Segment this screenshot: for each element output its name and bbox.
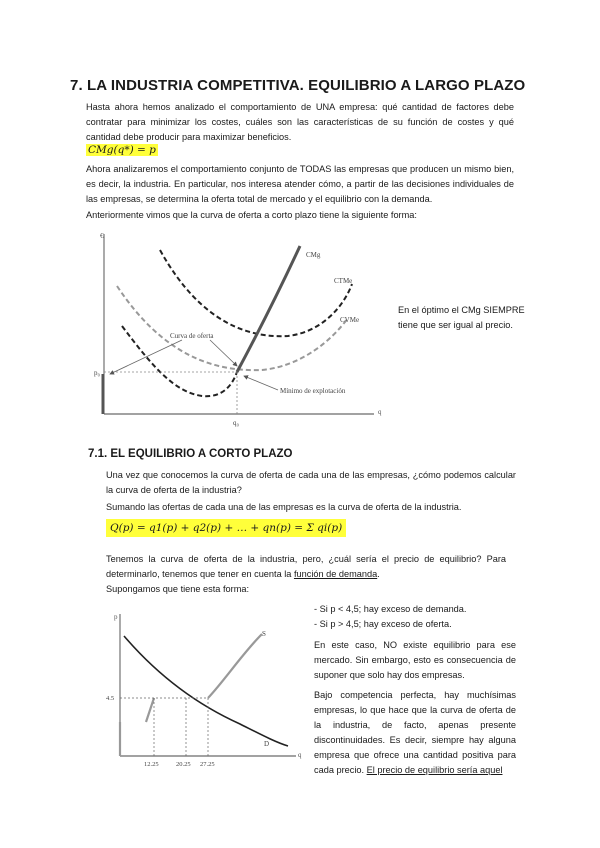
tick-label-3: 27.25: [200, 761, 215, 768]
demand-label: D: [264, 740, 270, 748]
minimum-arrow: [244, 376, 278, 390]
cmg-formula: CMg(q*) = p: [88, 144, 156, 156]
supply-segment-2: [146, 698, 154, 722]
y-axis-label: €: [100, 232, 104, 240]
demand-curve: [124, 636, 288, 746]
optimum-note-line1: En el óptimo el CMg SIEMPRE: [398, 305, 525, 315]
supply-arrow-right: [210, 340, 237, 366]
supply-label: S: [262, 630, 266, 638]
y-axis-label-2: p: [114, 613, 118, 621]
suppose-paragraph: Supongamos que tiene esta forma:: [106, 584, 250, 594]
ctme-curve: [160, 250, 352, 336]
optimum-note: [398, 303, 525, 333]
industry-supply-question: Una vez que conocemos la curva de oferta de cada una de las empresas, ¿cómo podemos calcular la curva de oferta de la industria?: [106, 470, 516, 495]
cvme-curve: [117, 286, 348, 370]
supply-arrow-left: [110, 340, 182, 374]
cmg-label: CMg: [306, 251, 321, 259]
optimum-note-line2: tiene que ser igual al precio.: [398, 320, 513, 330]
bullet-supply: - Si p > 4,5; hay exceso de oferta.: [314, 619, 452, 629]
cmg-supply-curve: [237, 246, 300, 372]
equilibrium-question: Tenemos la curva de oferta de la industria, pero, ¿cuál sería el precio de equilibrio? Para determinarlo, tenemos que tener en cuenta la función de demanda.: [106, 554, 506, 579]
industry-paragraph: Ahora analizaremos el comportamiento conjunto de TODAS las empresas que producen un mismo bien, es decir, la industria. En particular, nos interesa atender cómo, a partir de las decisiones individuales de las empresas, se determina la oferta total de mercado y el equilibrio con la demanda.: [86, 164, 514, 204]
section-title: 7. LA INDUSTRIA COMPETITIVA. EQUILIBRIO A LARGO PLAZO: [70, 77, 526, 94]
supply-curve-label: Curva de oferta: [170, 332, 214, 340]
supply-segment-3: [208, 634, 262, 698]
bullet-demand: - Si p < 4,5; hay exceso de demanda.: [314, 604, 467, 614]
subsection-title: 7.1. EL EQUILIBRIO A CORTO PLAZO: [88, 448, 293, 460]
ctme-label: CTMe: [334, 277, 353, 285]
short-run-supply-figure: [82, 226, 392, 434]
x-axis-label-2: q: [298, 751, 302, 759]
perfect-competition-paragraph: Bajo competencia perfecta, hay muchísimas empresas, lo que hace que la curva de oferta de la industria, de facto, apenas presente discontinuidades. Es decir, siempre hay alguna empresa que ofrece una cantidad positiva para cada precio. El precio de equilibrio sería aquel: [314, 690, 516, 775]
p0-label: p₀: [94, 369, 100, 377]
q0-label: q₀: [233, 419, 239, 427]
tick-label-1: 12.25: [144, 761, 159, 768]
market-equilibrium-figure: [100, 606, 308, 776]
previous-curve-paragraph: Anteriormente vimos que la curva de oferta a corto plazo tiene la siguiente forma:: [86, 210, 417, 220]
price-45-label: 4.5: [106, 695, 115, 702]
x-axis-label: q: [378, 408, 382, 416]
sum-supply-paragraph: Sumando las ofertas de cada una de las empresas es la curva de oferta de la industria.: [106, 502, 462, 512]
no-equilibrium-paragraph: En este caso, NO existe equilibrio para ese mercado. Sin embargo, esto es consecuencia de suponer que solo hay dos empresas.: [314, 640, 516, 680]
intro-paragraph: Hasta ahora hemos analizado el comportamiento de UNA empresa: qué cantidad de factores debe contratar para minimizar los costes, cuáles son las características de su función de costes y qué cantidad debe producir para maximizar beneficios.: [86, 102, 514, 142]
tick-label-2: 20.25: [176, 761, 191, 768]
cvme-label: CVMe: [340, 316, 360, 324]
demand-function-link[interactable]: función de demanda: [293, 569, 378, 579]
equilibrium-price-link[interactable]: El precio de equilibrio sería aquel: [366, 765, 503, 775]
minimum-label: Mínimo de explotación: [280, 387, 346, 395]
industry-supply-formula: Q(p) = q1(p) + q2(p) + … + qn(p) = Σ qi(p): [106, 519, 346, 537]
